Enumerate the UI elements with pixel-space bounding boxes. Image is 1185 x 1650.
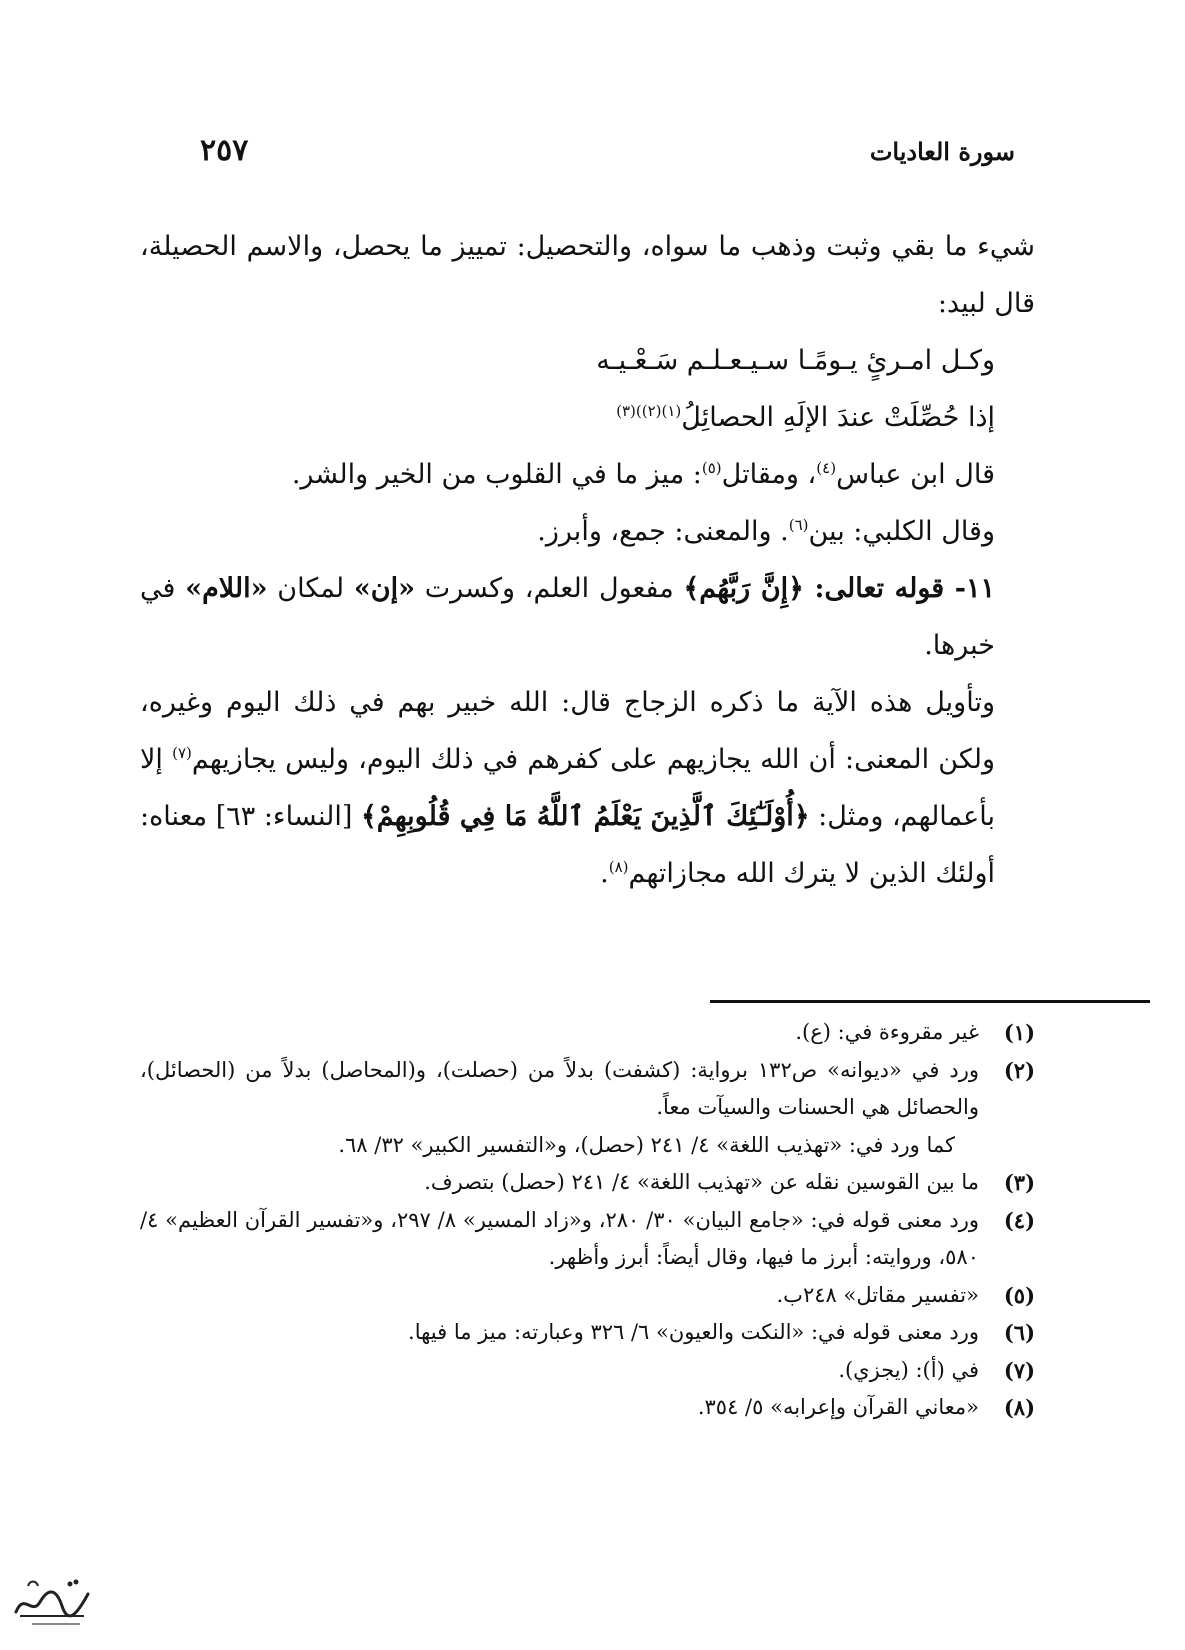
page-header	[140, 133, 1035, 173]
footnote-divider	[710, 1000, 1150, 1003]
footnote-markers: (١)(٢))(٣)	[616, 402, 682, 420]
footnote-3	[140, 1164, 1035, 1202]
text-run: في خبرها.	[140, 573, 995, 661]
text-run: ، ومقاتل	[721, 459, 817, 490]
poetry-verse-1: وكـل امـرئٍ يـومًـا سـيـعـلـم سَـعْـيـه	[596, 345, 995, 376]
footnote-text: ما بين القوسين نقله عن «تهذيب اللغة» ٤/ ٢٤١ (حصل) بتصرف.	[424, 1170, 979, 1194]
footnote-number: (٢)	[1003, 1057, 1035, 1083]
footnote-7	[140, 1352, 1035, 1390]
footnote-number: (٤)	[1003, 1207, 1035, 1233]
text-run: لمكان	[267, 573, 354, 604]
main-text	[140, 218, 1035, 902]
footnote-number: (٥)	[1003, 1282, 1035, 1308]
footnote-number: (٦)	[1003, 1320, 1035, 1345]
footnote-2-continuation: كما ورد في: «تهذيب اللغة» ٤/ ٢٤١ (حصل)، و«التفسير الكبير» ٣٢/ ٦٨.	[338, 1132, 955, 1157]
footnote-marker: (٤)	[816, 459, 837, 477]
footnote-text: غير مقروءة في: (ع).	[795, 1020, 979, 1044]
text-run: .	[600, 858, 609, 889]
footnote-number: (٨)	[1003, 1395, 1035, 1420]
footnote-text: «تفسير مقاتل» ٢٤٨ب.	[776, 1282, 979, 1307]
footnote-marker: (٥)	[701, 459, 722, 477]
text-run: مفعول العلم، وكسرت	[414, 573, 684, 604]
footnote-marker: (٨)	[608, 858, 629, 876]
text-run: قال ابن عباس	[836, 459, 995, 490]
quoted-word: «اللام»	[185, 573, 268, 604]
text-run: : ميز ما في القلوب من الخير والشر.	[291, 459, 702, 490]
paragraph-3	[140, 503, 1035, 560]
footnote-text: «معاني القرآن وإعرابه» ٥/ ٣٥٤.	[697, 1395, 979, 1419]
footnote-6	[140, 1314, 1035, 1352]
footnote-text: ورد معنى قوله في: «جامع البيان» ٣٠/ ٢٨٠، و«زاد المسير» ٨/ ٢٩٧، و«تفسير القرآن العظيم» ٤/ ٥٨٠، وروايته: أبرز ما فيها، وقال أيضاً: أبرز وأظهر.	[140, 1207, 979, 1269]
footnote-marker: (٦)	[788, 516, 809, 534]
quoted-word: «إن»	[353, 573, 415, 604]
paragraph-4	[140, 560, 1035, 674]
page-number: ٢٥٧	[200, 133, 249, 168]
footnote-8	[140, 1389, 1035, 1427]
quran-quote: ﴿أُوْلَـٰٓئِكَ ٱلَّذِينَ يَعْلَمُ ٱللَّهُ مَا فِي قُلُوبِهِمْ﴾	[360, 801, 810, 832]
footnote-2	[140, 1052, 1035, 1127]
paragraph-2	[140, 446, 1035, 503]
verse-2-text: إذا حُصِّلَتْ عندَ الإلَهِ الحصائِلُ	[681, 402, 995, 433]
text-run: وتأويل هذه الآية ما ذكره الزجاج قال: الله خبير بهم في ذلك اليوم وغيره، ولكن المعنى: أن الله يجازيهم على كفرهم في ذلك اليوم، وليس يجازيهم	[140, 687, 996, 775]
footnote-5	[140, 1277, 1035, 1315]
text-run: [النساء: ٦٣] معناه: أولئك الذين لا يترك الله مجازاتهم	[140, 801, 995, 889]
verse-number: ١١- قوله تعالى:	[803, 573, 995, 604]
footnote-number: (٣)	[1003, 1170, 1035, 1195]
book-page	[140, 0, 1035, 1650]
paragraph-1: شيء ما بقي وثبت وذهب ما سواه، والتحصيل: تمييز ما يحصل، والاسم الحصيلة، قال لبيد:	[140, 231, 1035, 319]
footnote-number: (١)	[1003, 1020, 1035, 1045]
surah-title: سورة العاديات	[869, 137, 1015, 166]
text-run: إلا بأعمالهم، ومثل:	[140, 744, 995, 832]
footnote-1	[140, 1014, 1035, 1052]
footnote-text: ورد معنى قوله في: «النكت والعيون» ٦/ ٣٢٦ وعبارته: ميز ما فيها.	[408, 1320, 979, 1344]
publisher-logo-stamp	[10, 1572, 94, 1630]
footnote-number: (٧)	[1003, 1357, 1035, 1383]
quran-quote: ﴿إِنَّ رَبَّهُم﴾	[683, 573, 804, 604]
text-run: . والمعنى: جمع، وأبرز.	[537, 516, 789, 547]
footnote-4	[140, 1202, 1035, 1277]
poetry-verse-2	[140, 389, 1035, 446]
text-run: وقال الكلبي: بين	[808, 516, 995, 547]
footnote-text: ورد في «ديوانه» ص١٣٢ برواية: (كشفت) بدلاً من (حصلت)، و(المحاصل) بدلاً من (الحصائل)، والحصائل هي الحسنات والسيآت معاً.	[140, 1057, 979, 1119]
paragraph-5	[140, 674, 1035, 902]
footnote-text: في (أ): (يجزي).	[838, 1357, 979, 1382]
footnotes-section	[140, 1014, 1035, 1427]
footnote-marker: (٧)	[172, 744, 192, 762]
